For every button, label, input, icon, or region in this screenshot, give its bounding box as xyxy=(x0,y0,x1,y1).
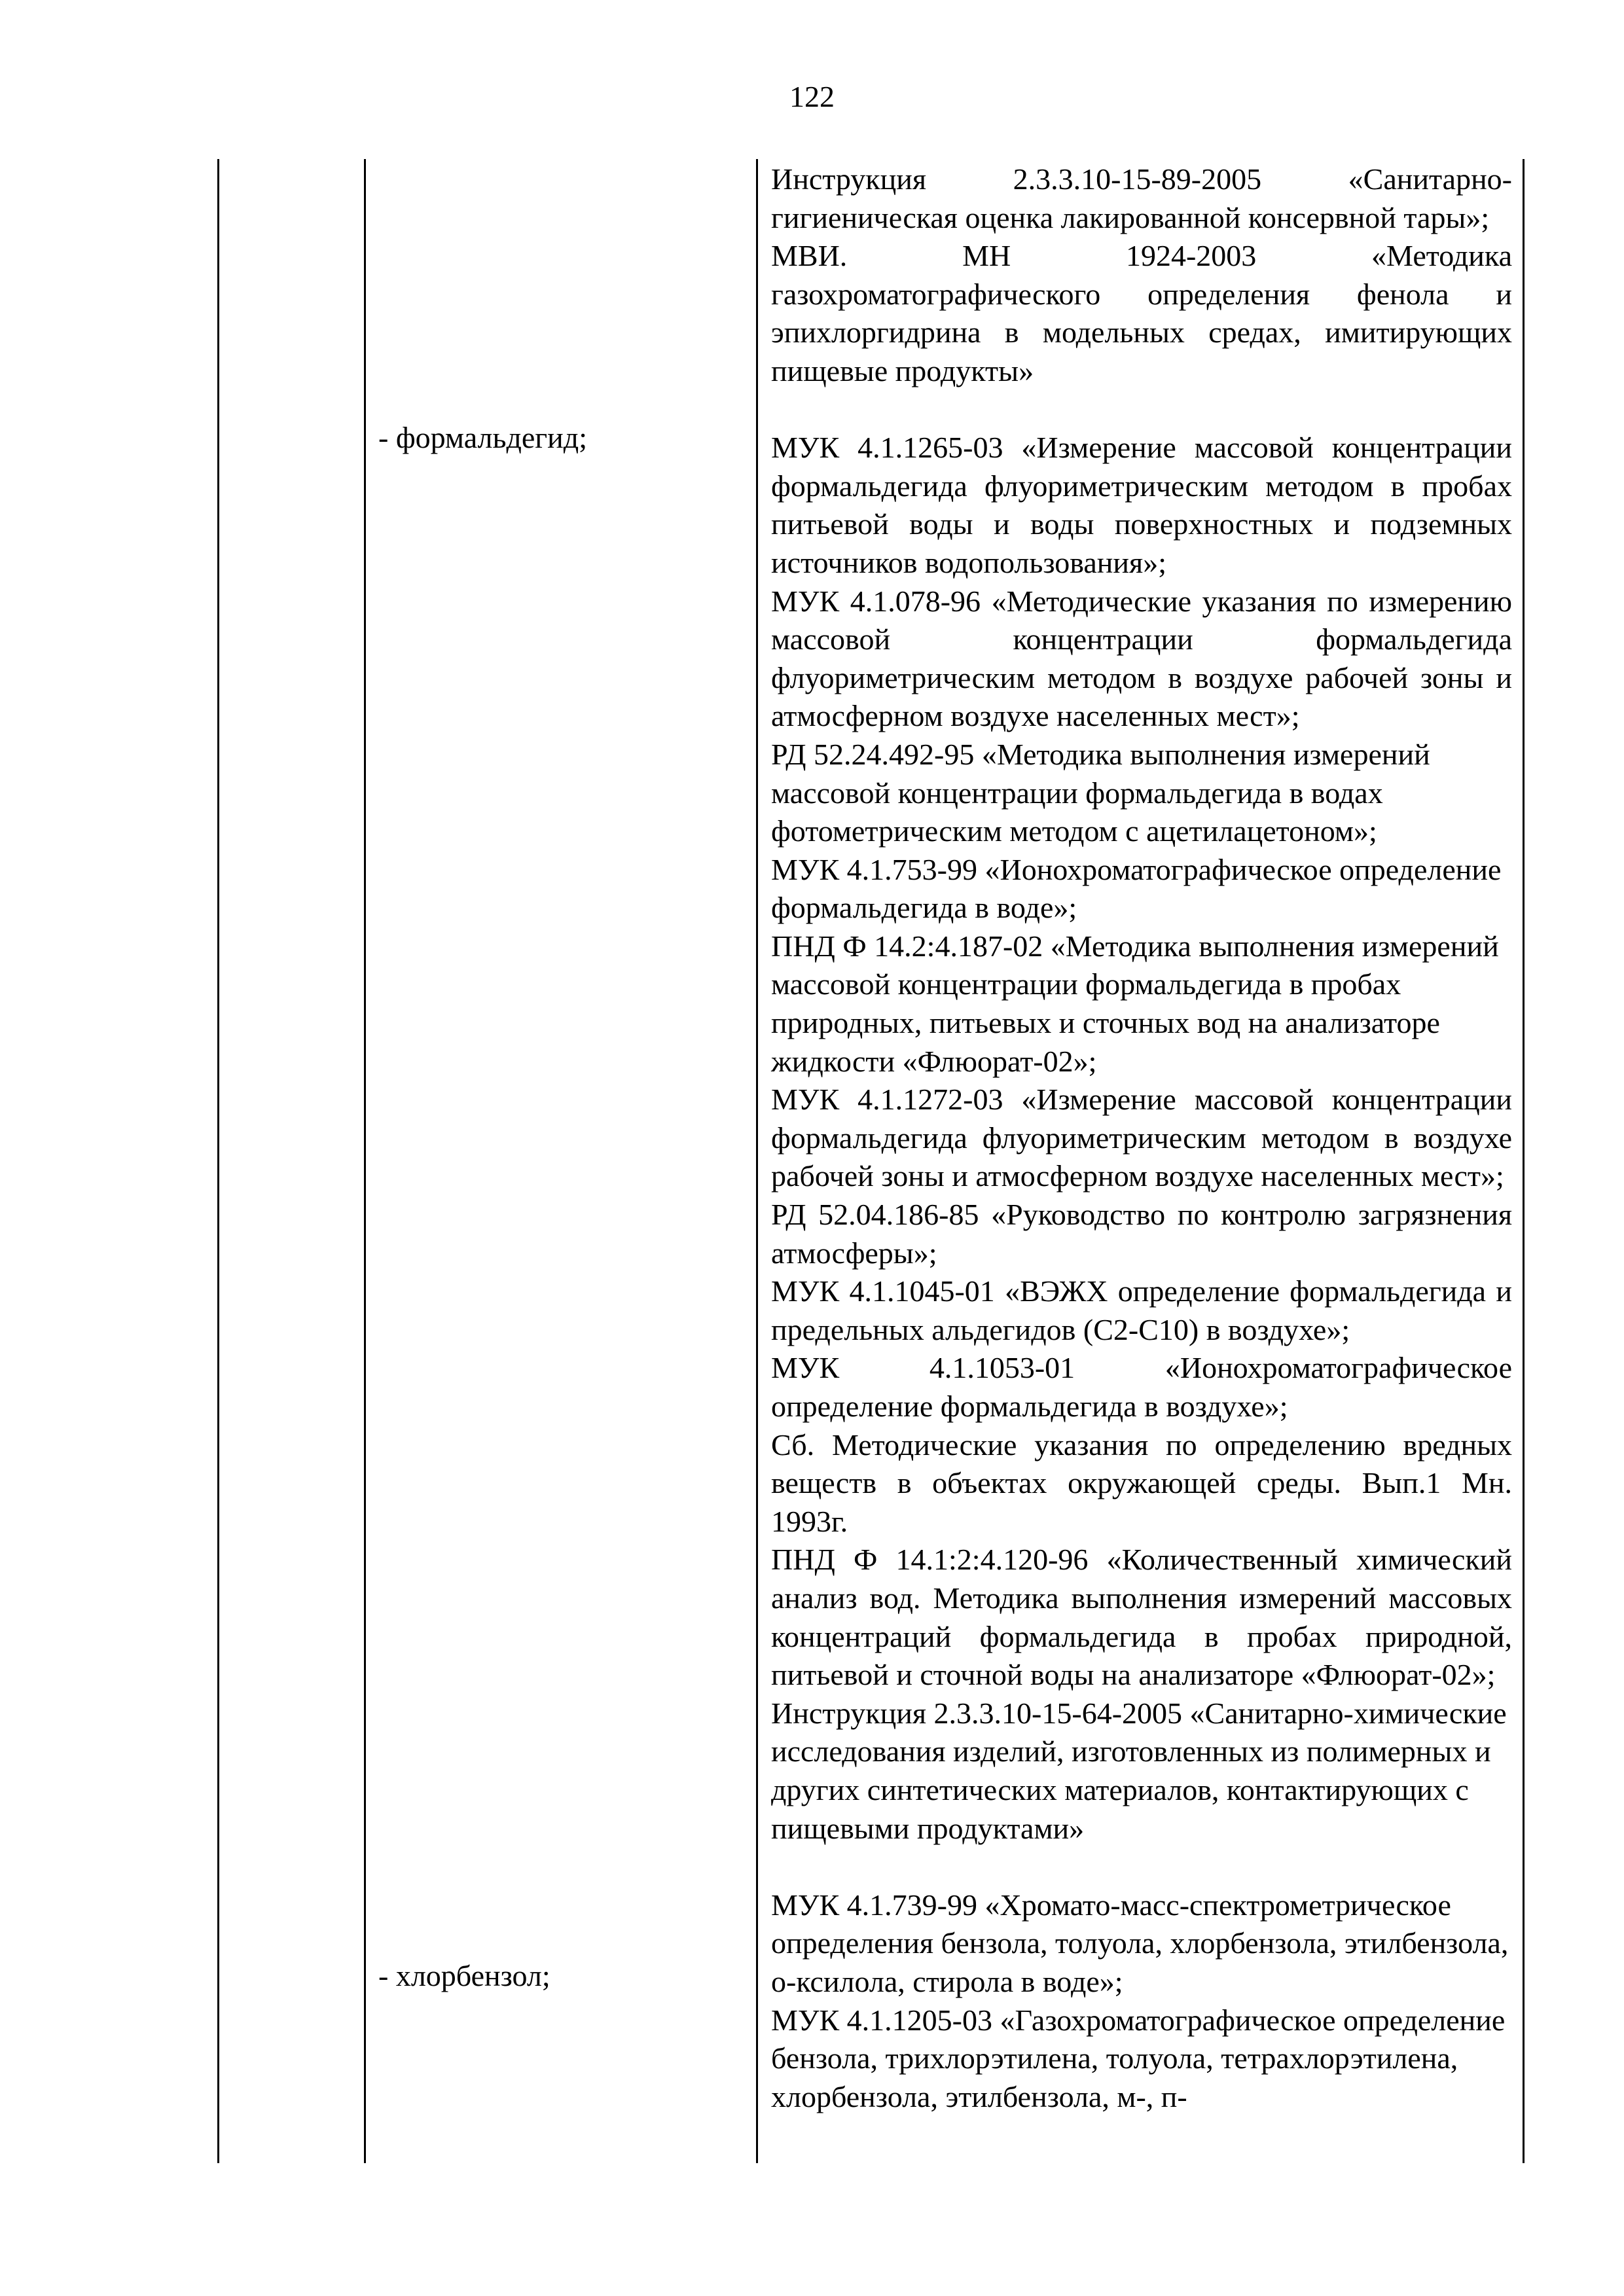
table-column-divider-1 xyxy=(364,159,366,2163)
method-entry: Инструкция 2.3.3.10-15-89-2005 «Санитарно-гигиеническая оценка лакированной консервной тары»; xyxy=(771,162,1512,234)
methods-block-previous xyxy=(771,160,1512,391)
methods-column xyxy=(771,160,1512,2116)
substance-label-chlorobenzene: - хлорбензол; xyxy=(378,1959,550,1992)
method-entry: РД 52.04.186-85 «Руководство по контролю загрязнения атмосферы»; xyxy=(771,1198,1512,1270)
methods-block-formaldehyde xyxy=(771,429,1512,1848)
table-column-divider-2 xyxy=(756,159,758,2163)
method-entry: МУК 4.1.739-99 «Хромато-масс-спектрометрическое определения бензола, толуола, хлорбензола, этилбензола, о-ксилола, стирола в воде»; xyxy=(771,1888,1509,1998)
method-entry: МУК 4.1.1045-01 «ВЭЖХ определение формальдегида и предельных альдегидов (С2-С10) в воздухе»; xyxy=(771,1274,1512,1346)
page-number: 122 xyxy=(789,80,835,113)
method-entry: Инструкция 2.3.3.10-15-64-2005 «Санитарно-химические исследования изделий, изготовленных из полимерных и других синтетических материалов, контактирующих с пищевыми продуктами» xyxy=(771,1696,1507,1845)
method-entry: МУК 4.1.753-99 «Ионохроматографическое определение формальдегида в воде»; xyxy=(771,852,1502,925)
method-entry: Сб. Методические указания по определению вредных веществ в объектах окружающей среды. Вып.1 Мн. 1993г. xyxy=(771,1427,1512,1538)
method-entry: МУК 4.1.1205-03 «Газохроматографическое определение бензола, трихлорэтилена, толуола, тетрахлорэтилена, хлорбензола, этилбензола, м-, п- xyxy=(771,2003,1506,2113)
method-entry: МВИ. МН 1924-2003 «Методика газохроматографического определения фенола и эпихлоргидрина в модельных средах, имитирующих пищевые продукты» xyxy=(771,239,1512,387)
table-border-left xyxy=(217,159,219,2163)
method-entry: ПНД Ф 14.1:2:4.120-96 «Количественный химический анализ вод. Методика выполнения измерений массовых концентраций формальдегида в пробах природной, питьевой и сточной воды на анализаторе «Флюорат-02»; xyxy=(771,1543,1512,1692)
method-entry: ПНД Ф 14.2:4.187-02 «Методика выполнения измерений массовой концентрации формальдегида в пробах природных, питьевых и сточных вод на анализаторе жидкости «Флюорат-02»; xyxy=(771,929,1499,1078)
substance-label-formaldehyde: - формальдегид; xyxy=(378,421,587,454)
method-entry: РД 52.24.492-95 «Методика выполнения измерений массовой концентрации формальдегида в водах фотометрическим методом с ацетилацетоном»; xyxy=(771,737,1430,848)
method-entry: МУК 4.1.1272-03 «Измерение массовой концентрации формальдегида флуориметрическим методом в воздухе рабочей зоны и атмосферном воздухе населенных мест»; xyxy=(771,1083,1512,1193)
method-entry: МУК 4.1.1053-01 «Ионохроматографическое определение формальдегида в воздухе»; xyxy=(771,1351,1512,1423)
method-entry: МУК 4.1.1265-03 «Измерение массовой концентрации формальдегида флуориметрическим методом в пробах питьевой воды и воды поверхностных и подземных источников водопользования»; xyxy=(771,431,1512,579)
methods-block-chlorobenzene xyxy=(771,1886,1512,2117)
table-border-right xyxy=(1523,159,1525,2163)
method-entry: МУК 4.1.078-96 «Методические указания по измерению массовой концентрации формальдегида флуориметрическим методом в воздухе рабочей зоны и атмосферном воздухе населенных мест»; xyxy=(771,584,1512,733)
